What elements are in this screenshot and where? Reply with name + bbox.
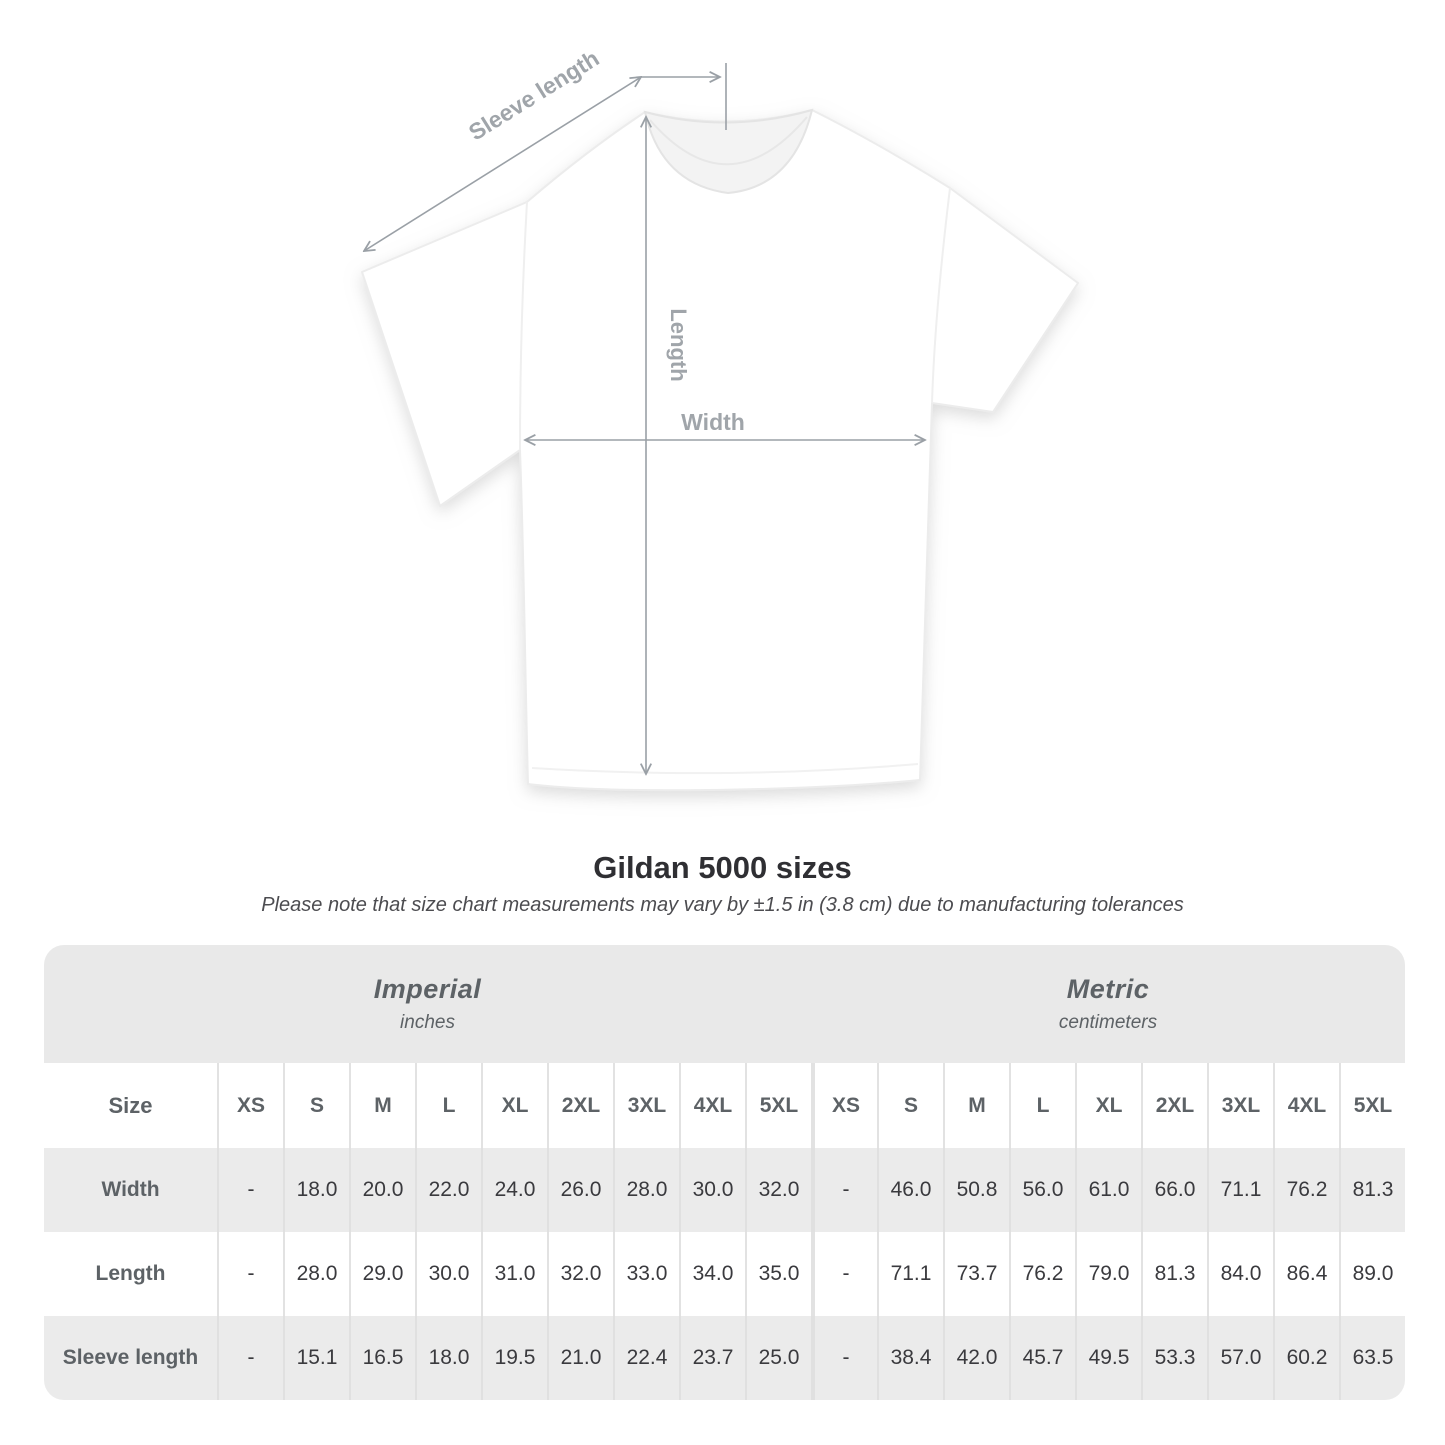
value-cell: 20.0 xyxy=(349,1148,415,1232)
value-cell: 18.0 xyxy=(283,1148,349,1232)
table-row-width xyxy=(44,1148,1405,1232)
header-metric-xs: XS xyxy=(811,1063,877,1148)
header-metric-xl: XL xyxy=(1075,1063,1141,1148)
size-table xyxy=(44,945,1405,1400)
value-cell: 26.0 xyxy=(547,1148,613,1232)
header-imperial-xl: XL xyxy=(481,1063,547,1148)
page-title: Gildan 5000 sizes xyxy=(593,850,852,885)
tshirt-photo xyxy=(362,110,1078,790)
header-imperial-m: M xyxy=(349,1063,415,1148)
header-metric-s: S xyxy=(877,1063,943,1148)
imperial-banner xyxy=(44,945,811,1063)
value-cell: 76.2 xyxy=(1009,1232,1075,1316)
length-label: Length xyxy=(666,308,691,382)
value-cell: 38.4 xyxy=(877,1316,943,1400)
metric-title: Metric xyxy=(1066,974,1150,1004)
row-label: Sleeve length xyxy=(62,1346,199,1369)
header-imperial-s: S xyxy=(283,1063,349,1148)
value-cell: 45.7 xyxy=(1009,1316,1075,1400)
value-cell: 66.0 xyxy=(1141,1148,1207,1232)
sleeve-length-label: Sleeve length xyxy=(463,44,604,146)
header-imperial-4xl: 4XL xyxy=(679,1063,745,1148)
value-cell: 50.8 xyxy=(943,1148,1009,1232)
value-cell: 89.0 xyxy=(1339,1232,1405,1316)
imperial-title: Imperial xyxy=(373,974,482,1004)
header-imperial-xs: XS xyxy=(217,1063,283,1148)
value-cell: 81.3 xyxy=(1339,1148,1405,1232)
value-cell: 76.2 xyxy=(1273,1148,1339,1232)
header-metric-l: L xyxy=(1009,1063,1075,1148)
header-metric-m: M xyxy=(943,1063,1009,1148)
value-cell: 30.0 xyxy=(679,1148,745,1232)
unit-banner xyxy=(44,945,1405,1063)
header-imperial-l: L xyxy=(415,1063,481,1148)
table-header-row xyxy=(44,1063,1405,1148)
value-cell: 31.0 xyxy=(481,1232,547,1316)
width-label: Width xyxy=(681,409,745,435)
value-cell: 49.5 xyxy=(1075,1316,1141,1400)
header-metric-3xl: 3XL xyxy=(1207,1063,1273,1148)
header-metric-2xl: 2XL xyxy=(1141,1063,1207,1148)
value-cell: 61.0 xyxy=(1075,1148,1141,1232)
value-cell: 35.0 xyxy=(745,1232,811,1316)
value-cell: 16.5 xyxy=(349,1316,415,1400)
value-cell: 24.0 xyxy=(481,1148,547,1232)
metric-unit: centimeters xyxy=(1058,1012,1158,1033)
row-label: Width xyxy=(101,1178,160,1201)
value-cell: 56.0 xyxy=(1009,1148,1075,1232)
value-cell: 32.0 xyxy=(745,1148,811,1232)
table-row-sleeve-length xyxy=(44,1316,1405,1400)
imperial-unit: inches xyxy=(400,1012,455,1033)
value-cell: 29.0 xyxy=(349,1232,415,1316)
value-cell: 79.0 xyxy=(1075,1232,1141,1316)
value-cell: 71.1 xyxy=(877,1232,943,1316)
metric-banner xyxy=(811,945,1405,1063)
value-cell: 22.4 xyxy=(613,1316,679,1400)
value-cell: 21.0 xyxy=(547,1316,613,1400)
value-cell: - xyxy=(811,1316,877,1400)
value-cell: - xyxy=(217,1316,283,1400)
value-cell: 25.0 xyxy=(745,1316,811,1400)
header-imperial-3xl: 3XL xyxy=(613,1063,679,1148)
value-cell: 81.3 xyxy=(1141,1232,1207,1316)
value-cell: 32.0 xyxy=(547,1232,613,1316)
table-row-length xyxy=(44,1232,1405,1316)
value-cell: - xyxy=(217,1232,283,1316)
value-cell: 86.4 xyxy=(1273,1232,1339,1316)
header-imperial-2xl: 2XL xyxy=(547,1063,613,1148)
header-metric-5xl: 5XL xyxy=(1339,1063,1405,1148)
value-cell: 60.2 xyxy=(1273,1316,1339,1400)
value-cell: 19.5 xyxy=(481,1316,547,1400)
size-column-header: Size xyxy=(108,1092,153,1118)
value-cell: 33.0 xyxy=(613,1232,679,1316)
value-cell: 57.0 xyxy=(1207,1316,1273,1400)
value-cell: 84.0 xyxy=(1207,1232,1273,1316)
value-cell: 30.0 xyxy=(415,1232,481,1316)
value-cell: 71.1 xyxy=(1207,1148,1273,1232)
value-cell: 28.0 xyxy=(283,1232,349,1316)
value-cell: 28.0 xyxy=(613,1148,679,1232)
value-cell: 18.0 xyxy=(415,1316,481,1400)
tolerance-note: Please note that size chart measurements may vary by ±1.5 in (3.8 cm) due to manufacturing tolerances xyxy=(261,894,1184,916)
value-cell: 73.7 xyxy=(943,1232,1009,1316)
value-cell: - xyxy=(811,1148,877,1232)
header-metric-4xl: 4XL xyxy=(1273,1063,1339,1148)
value-cell: 34.0 xyxy=(679,1232,745,1316)
value-cell: 22.0 xyxy=(415,1148,481,1232)
value-cell: 53.3 xyxy=(1141,1316,1207,1400)
value-cell: 23.7 xyxy=(679,1316,745,1400)
header-imperial-5xl: 5XL xyxy=(745,1063,811,1148)
value-cell: 42.0 xyxy=(943,1316,1009,1400)
value-cell: - xyxy=(811,1232,877,1316)
value-cell: 46.0 xyxy=(877,1148,943,1232)
value-cell: 15.1 xyxy=(283,1316,349,1400)
value-cell: - xyxy=(217,1148,283,1232)
row-label: Length xyxy=(95,1262,166,1285)
value-cell: 63.5 xyxy=(1339,1316,1405,1400)
